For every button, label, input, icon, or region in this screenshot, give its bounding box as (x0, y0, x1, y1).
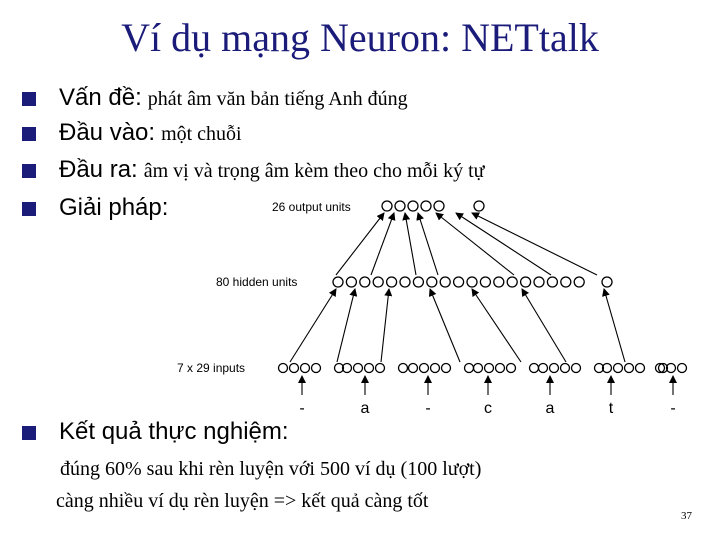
input-unit (496, 364, 505, 373)
bullet-label: Đầu ra: (59, 156, 138, 183)
hidden-unit (467, 277, 477, 287)
output-unit (434, 201, 444, 211)
input-unit (399, 364, 408, 373)
hidden-to-output-arrow (456, 213, 551, 275)
hidden-unit (521, 277, 531, 287)
result-label: Kết quả thực nghiệm: (59, 418, 289, 445)
input-unit (279, 364, 288, 373)
input-to-hidden-arrow (337, 289, 355, 362)
hidden-to-output-arrow (336, 213, 384, 275)
input-unit (442, 364, 451, 373)
input-to-hidden-arrow (290, 289, 336, 362)
hidden-unit (574, 277, 584, 287)
output-unit (382, 201, 392, 211)
input-to-hidden-arrow (522, 289, 566, 362)
input-letter: - (670, 400, 676, 417)
hidden-unit (413, 277, 423, 287)
input-unit (420, 364, 429, 373)
hidden-to-output-arrow (418, 213, 438, 275)
input-unit (625, 364, 634, 373)
input-letter: t (608, 400, 614, 417)
hidden-unit (547, 277, 557, 287)
input-letter: - (425, 400, 431, 417)
hidden-to-output-arrow (472, 213, 597, 275)
input-unit (465, 364, 474, 373)
hidden-unit (373, 277, 383, 287)
input-unit (561, 364, 570, 373)
hidden-unit (360, 277, 370, 287)
bullet-detail: phát âm văn bản tiếng Anh đúng (147, 88, 408, 110)
hidden-unit (602, 277, 612, 287)
input-unit (678, 364, 687, 373)
output-unit (474, 201, 484, 211)
result-line-1: đúng 60% sau khi rèn luyện với 500 ví dụ (100 lượt) (60, 458, 482, 480)
inputs-label: 7 x 29 inputs (177, 361, 246, 375)
input-unit (431, 364, 440, 373)
bullet-marker (22, 426, 36, 440)
input-unit (636, 364, 645, 373)
result-line-2: càng nhiều ví dụ rèn luyện => kết quả càng tốt (56, 490, 429, 512)
input-unit (507, 364, 516, 373)
hidden-unit (427, 277, 437, 287)
hidden-to-output-arrow (436, 213, 514, 275)
output-unit (395, 201, 405, 211)
input-unit (485, 364, 494, 373)
output-units-label: 26 output units (272, 200, 351, 214)
input-unit (550, 364, 559, 373)
input-unit (354, 364, 363, 373)
bullet-detail: một chuỗi (161, 123, 242, 145)
output-unit (408, 201, 418, 211)
hidden-unit (346, 277, 356, 287)
input-unit (572, 364, 581, 373)
hidden-unit (507, 277, 517, 287)
hidden-unit (454, 277, 464, 287)
hidden-unit (480, 277, 490, 287)
input-letter: a (545, 400, 555, 417)
hidden-unit (400, 277, 410, 287)
hidden-unit (440, 277, 450, 287)
hidden-unit (534, 277, 544, 287)
input-unit (474, 364, 483, 373)
bullet-detail: âm vị và trọng âm kèm theo cho mỗi ký tự (143, 160, 485, 182)
input-unit (530, 364, 539, 373)
bullet-result (22, 418, 289, 446)
hidden-to-output-arrow (371, 213, 394, 275)
input-letter: c (484, 400, 492, 417)
input-unit (301, 364, 310, 373)
hidden-to-output-arrow (405, 213, 416, 275)
slide-title: Ví dụ mạng Neuron: NETtalk (121, 15, 599, 60)
hidden-units-label: 80 hidden units (216, 275, 298, 289)
input-to-hidden-arrow (430, 289, 460, 362)
input-unit (614, 364, 623, 373)
hidden-unit (387, 277, 397, 287)
input-unit (539, 364, 548, 373)
input-unit (365, 364, 374, 373)
bullet-label: Giải pháp: (59, 194, 169, 221)
hidden-unit (561, 277, 571, 287)
input-to-hidden-arrow (604, 289, 625, 362)
input-unit (409, 364, 418, 373)
hidden-unit (494, 277, 504, 287)
hidden-unit (333, 277, 343, 287)
input-letter: a (360, 400, 370, 417)
bullet-label: Vấn đề: (59, 84, 142, 111)
input-letter: - (299, 400, 305, 417)
input-unit (312, 364, 321, 373)
bullet-label: Đầu vào: (59, 119, 156, 146)
page-number: 37 (681, 510, 692, 522)
input-to-hidden-arrow (381, 289, 389, 362)
output-unit (421, 201, 431, 211)
input-to-hidden-arrow (472, 289, 521, 362)
input-unit (290, 364, 299, 373)
input-unit (376, 364, 385, 373)
